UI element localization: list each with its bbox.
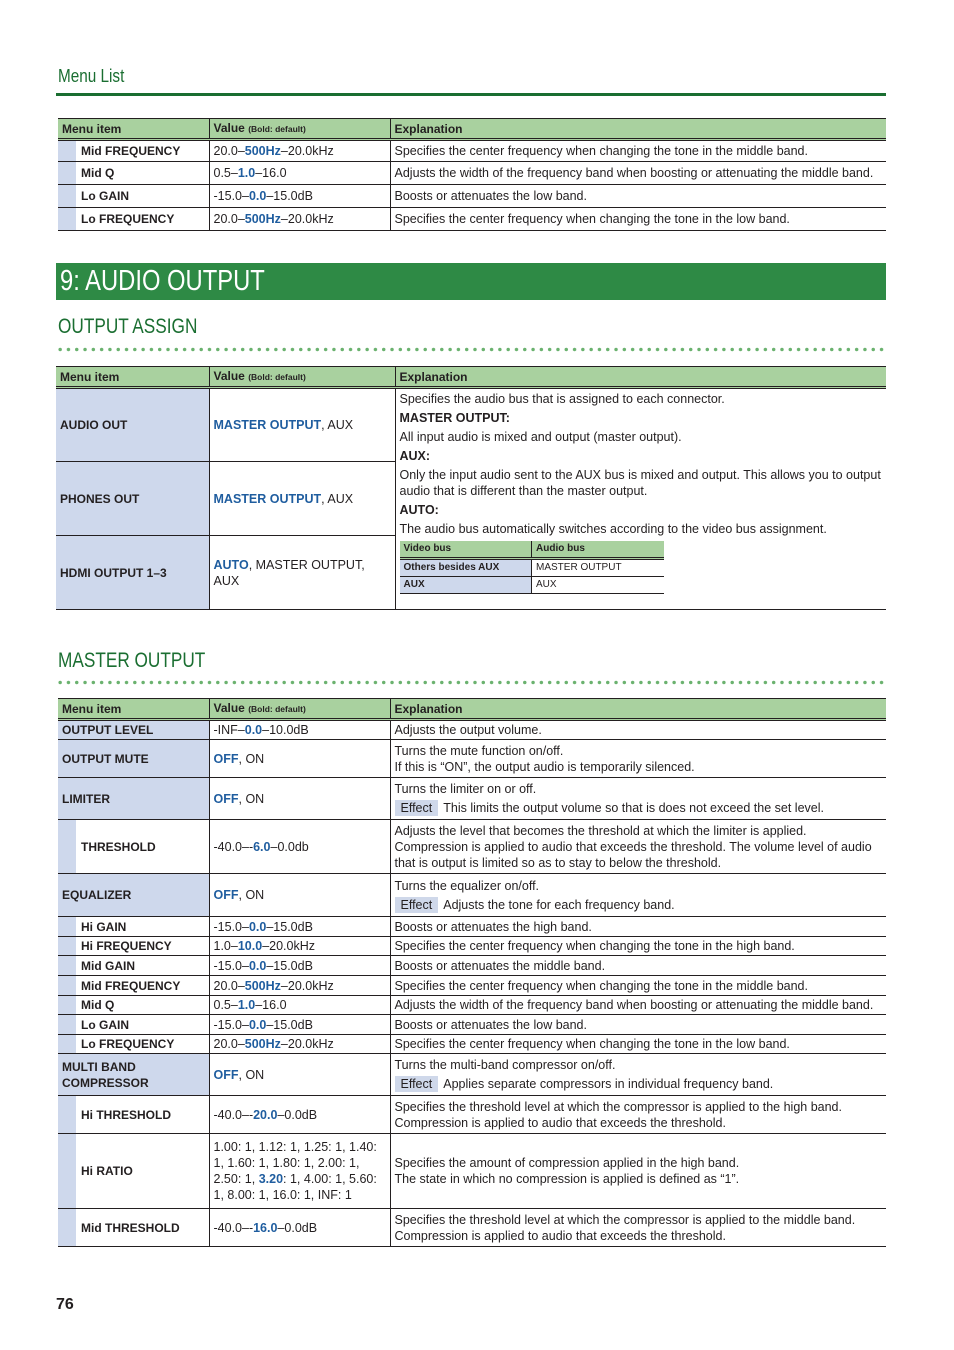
page-number: 76 bbox=[56, 1296, 74, 1313]
menu-item: Mid FREQUENCY bbox=[58, 976, 209, 996]
value: OFF, ON bbox=[209, 778, 390, 820]
table-row bbox=[58, 162, 886, 185]
col-menu-item: Menu item bbox=[58, 699, 209, 720]
value: -40.0–-20.0–0.0dB bbox=[209, 1096, 390, 1134]
explanation: Specifies the threshold level at which the compressor is applied to the middle band. Compression is applied to audio that exceeds the threshold. bbox=[390, 1209, 886, 1247]
explanation: Specifies the amount of compression applied in the high band. The state in which no compression is applied is defined as “1”. bbox=[390, 1134, 886, 1209]
value: MASTER OUTPUT, AUX bbox=[209, 388, 395, 462]
col-value: Value (Bold: default) bbox=[209, 119, 390, 140]
effect-label: Effect bbox=[395, 800, 439, 816]
menu-item: OUTPUT MUTE bbox=[58, 740, 209, 778]
explanation: Adjusts the width of the frequency band when boosting or attenuating the middle band. bbox=[390, 162, 886, 185]
table-row bbox=[58, 1134, 886, 1209]
output-assign-title: OUTPUT ASSIGN bbox=[58, 315, 198, 338]
value: -INF–0.0–10.0dB bbox=[209, 720, 390, 740]
explanation: Turns the multi-band compressor on/off. Effect Applies separate compressors in individual frequency band. bbox=[390, 1054, 886, 1096]
table-row bbox=[58, 820, 886, 874]
menu-item: HDMI OUTPUT 1–3 bbox=[56, 536, 209, 610]
value: 20.0–500Hz–20.0kHz bbox=[209, 208, 390, 231]
master-output-table bbox=[58, 698, 886, 1247]
table-row bbox=[58, 874, 886, 917]
explanation: Specifies the center frequency when changing the tone in the high band. bbox=[390, 937, 886, 956]
value: -40.0–-16.0–0.0dB bbox=[209, 1209, 390, 1247]
table-row bbox=[58, 1096, 886, 1134]
chapter-title: 9: AUDIO OUTPUT bbox=[56, 263, 886, 300]
table-row bbox=[58, 720, 886, 740]
table-row bbox=[58, 1209, 886, 1247]
col-menu-item: Menu item bbox=[56, 367, 209, 388]
menu-item: Lo GAIN bbox=[58, 185, 209, 208]
col-menu-item: Menu item bbox=[58, 119, 209, 140]
menu-item: Mid THRESHOLD bbox=[58, 1209, 209, 1247]
table-row bbox=[58, 778, 886, 820]
col-explanation: Explanation bbox=[395, 367, 886, 388]
master-output-title: MASTER OUTPUT bbox=[58, 649, 206, 672]
explanation: Turns the limiter on or off. Effect This limits the output volume so that is does not exceed the set level. bbox=[390, 778, 886, 820]
value: OFF, ON bbox=[209, 874, 390, 917]
explanation: Specifies the center frequency when changing the tone in the middle band. bbox=[390, 140, 886, 162]
explanation: Specifies the audio bus that is assigned to each connector. MASTER OUTPUT: All input audio is mixed and output (master output). AUX: Only the input audio sent to the AUX bus is mixed and output. This allows you to output audio that is different than the master output. AUTO: The audio bus automatically switches according to the video bus assignment. Video bus Audio bus Others besides AUX MASTER OUTPUT AUX AUX bbox=[395, 388, 886, 610]
value: OFF, ON bbox=[209, 740, 390, 778]
menu-item: EQUALIZER bbox=[58, 874, 209, 917]
explanation: Boosts or attenuates the high band. bbox=[390, 917, 886, 937]
col-explanation: Explanation bbox=[390, 699, 886, 720]
value: MASTER OUTPUT, AUX bbox=[209, 462, 395, 536]
col-value: Value (Bold: default) bbox=[209, 367, 395, 388]
table-row bbox=[58, 1035, 886, 1054]
value: -15.0–0.0–15.0dB bbox=[209, 1015, 390, 1035]
explanation: Specifies the center frequency when changing the tone in the low band. bbox=[390, 208, 886, 231]
explanation: Adjusts the output volume. bbox=[390, 720, 886, 740]
value: 0.5–1.0–16.0 bbox=[209, 996, 390, 1015]
table-row bbox=[58, 996, 886, 1015]
explanation: Specifies the center frequency when changing the tone in the middle band. bbox=[390, 976, 886, 996]
value: 0.5–1.0–16.0 bbox=[209, 162, 390, 185]
explanation: Turns the mute function on/off. If this is “ON”, the output audio is temporarily silenced. bbox=[390, 740, 886, 778]
table-row bbox=[58, 976, 886, 996]
output-assign-table bbox=[56, 366, 886, 610]
menu-item: MULTI BAND COMPRESSOR bbox=[58, 1054, 209, 1096]
table-row bbox=[58, 140, 886, 162]
effect-label: Effect bbox=[395, 897, 439, 913]
table-row bbox=[58, 1015, 886, 1035]
top-table bbox=[58, 118, 886, 231]
col-explanation: Explanation bbox=[390, 119, 886, 140]
menu-item: Mid FREQUENCY bbox=[58, 140, 209, 162]
menu-item: OUTPUT LEVEL bbox=[58, 720, 209, 740]
menu-item: Hi FREQUENCY bbox=[58, 937, 209, 956]
col-value: Value (Bold: default) bbox=[209, 699, 390, 720]
table-row bbox=[58, 937, 886, 956]
menu-item: Hi RATIO bbox=[58, 1134, 209, 1209]
value: 1.0–10.0–20.0kHz bbox=[209, 937, 390, 956]
explanation: Turns the equalizer on/off. Effect Adjusts the tone for each frequency band. bbox=[390, 874, 886, 917]
menu-item: Mid Q bbox=[58, 996, 209, 1015]
menu-item: Hi THRESHOLD bbox=[58, 1096, 209, 1134]
value: OFF, ON bbox=[209, 1054, 390, 1096]
table-row bbox=[58, 1054, 886, 1096]
menu-item: Lo FREQUENCY bbox=[58, 1035, 209, 1054]
menu-item: AUDIO OUT bbox=[56, 388, 209, 462]
section-header-title: Menu List bbox=[58, 66, 125, 86]
table-row bbox=[58, 208, 886, 231]
menu-item: Lo GAIN bbox=[58, 1015, 209, 1035]
menu-item: PHONES OUT bbox=[56, 462, 209, 536]
header-rule bbox=[56, 93, 886, 96]
menu-item: Lo FREQUENCY bbox=[58, 208, 209, 231]
effect-label: Effect bbox=[395, 1076, 439, 1092]
menu-item: LIMITER bbox=[58, 778, 209, 820]
value: 1.00: 1, 1.12: 1, 1.25: 1, 1.40: 1, 1.60: 1, 1.80: 1, 2.00: 1, 2.50: 1, 3.20: 1, 4.00: 1, 5.60: 1, 8.00: 1, 16.0: 1, INF: 1 bbox=[209, 1134, 390, 1209]
value: -15.0–0.0–15.0dB bbox=[209, 917, 390, 937]
explanation: Boosts or attenuates the low band. bbox=[390, 1015, 886, 1035]
menu-item: Hi GAIN bbox=[58, 917, 209, 937]
value: 20.0–500Hz–20.0kHz bbox=[209, 140, 390, 162]
dotted-divider bbox=[56, 680, 886, 685]
dotted-divider bbox=[56, 347, 886, 352]
value: -15.0–0.0–15.0dB bbox=[209, 185, 390, 208]
explanation: Boosts or attenuates the low band. bbox=[390, 185, 886, 208]
menu-item: Mid GAIN bbox=[58, 956, 209, 976]
explanation: Adjusts the level that becomes the threshold at which the limiter is applied. Compression is applied to audio that exceeds the threshold. The volume level of audio that is output is limited so as to stay to below the threshold. bbox=[390, 820, 886, 874]
table-row bbox=[58, 185, 886, 208]
value: 20.0–500Hz–20.0kHz bbox=[209, 976, 390, 996]
value: -15.0–0.0–15.0dB bbox=[209, 956, 390, 976]
explanation: Specifies the threshold level at which the compressor is applied to the high band. Compression is applied to audio that exceeds the threshold. bbox=[390, 1096, 886, 1134]
value: 20.0–500Hz–20.0kHz bbox=[209, 1035, 390, 1054]
explanation: Adjusts the width of the frequency band when boosting or attenuating the middle band. bbox=[390, 996, 886, 1015]
value: AUTO, MASTER OUTPUT, AUX bbox=[209, 536, 395, 610]
menu-item: Mid Q bbox=[58, 162, 209, 185]
menu-item: THRESHOLD bbox=[58, 820, 209, 874]
table-row bbox=[58, 917, 886, 937]
value: -40.0–-6.0–0.0db bbox=[209, 820, 390, 874]
table-row bbox=[58, 956, 886, 976]
explanation: Boosts or attenuates the middle band. bbox=[390, 956, 886, 976]
explanation: Specifies the center frequency when changing the tone in the low band. bbox=[390, 1035, 886, 1054]
table-row bbox=[58, 740, 886, 778]
bus-table: Video bus Audio bus Others besides AUX MASTER OUTPUT AUX AUX bbox=[400, 541, 664, 594]
